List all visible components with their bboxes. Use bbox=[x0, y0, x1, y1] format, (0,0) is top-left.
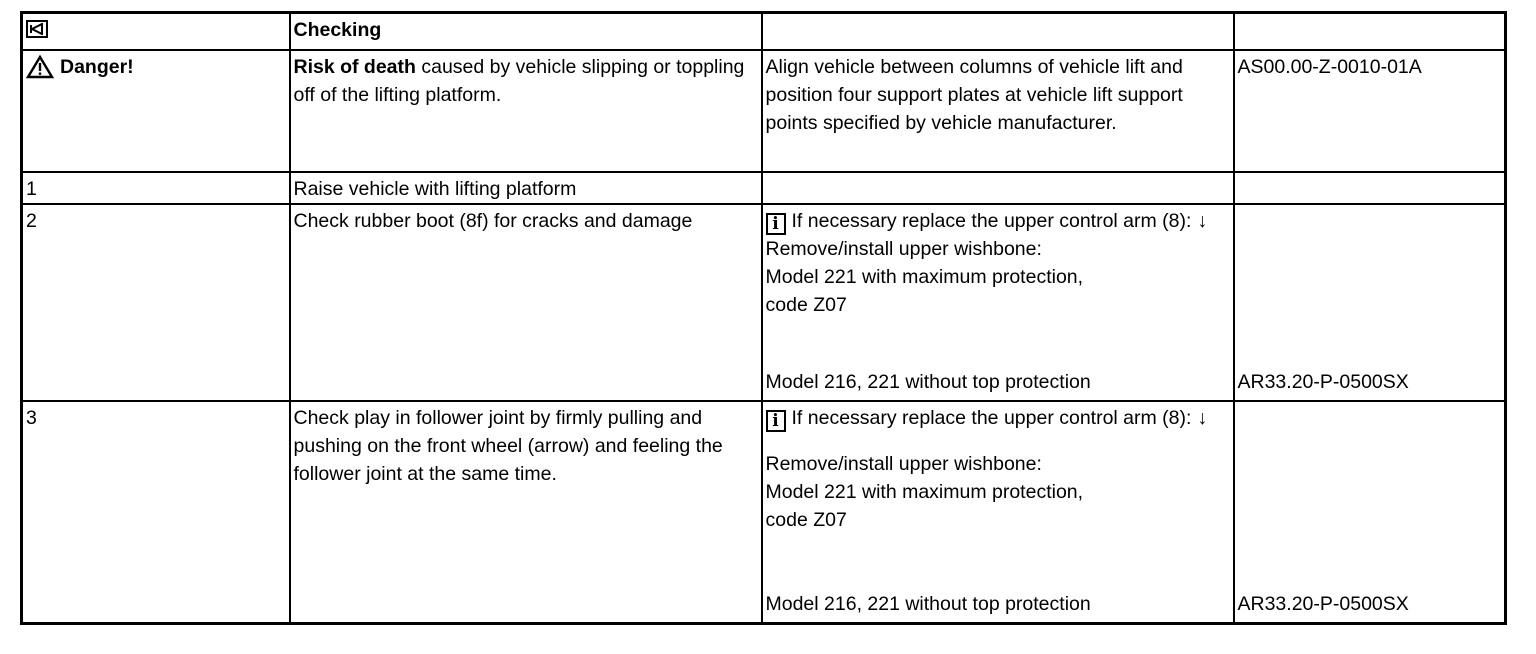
danger-warning bbox=[26, 53, 134, 81]
step-text-cell bbox=[290, 204, 762, 401]
step-number-cell bbox=[22, 204, 290, 401]
procedure-table bbox=[20, 11, 1507, 625]
step-text: Raise vehicle with lifting platform bbox=[293, 178, 577, 200]
danger-ref-cell bbox=[1234, 50, 1506, 172]
step-row bbox=[22, 172, 1506, 204]
step-info-cell bbox=[762, 401, 1234, 624]
danger-label-cell bbox=[22, 50, 290, 172]
model-line: Model 221 with maximum protection, bbox=[765, 481, 1084, 503]
step-ref-cell bbox=[1234, 172, 1506, 204]
header-row bbox=[22, 13, 1506, 51]
back-cell[interactable] bbox=[22, 13, 290, 51]
header-empty-cell bbox=[1234, 13, 1506, 51]
info-text: If necessary replace the upper control arm (8): bbox=[791, 210, 1192, 232]
info-text: If necessary replace the upper control arm (8): bbox=[791, 407, 1192, 429]
model-line: code Z07 bbox=[765, 294, 847, 316]
step-info-cell bbox=[762, 204, 1234, 401]
step-ref-cell bbox=[1234, 401, 1506, 624]
model-line: code Z07 bbox=[765, 509, 847, 531]
remove-title: Remove/install upper wishbone: bbox=[765, 453, 1042, 475]
model-line: Model 216, 221 without top protection bbox=[765, 593, 1091, 615]
danger-text: caused by vehicle slipping or toppling off of the lifting platform. bbox=[293, 56, 745, 106]
danger-heading: Risk of death bbox=[293, 56, 416, 78]
step-ref-cell bbox=[1234, 204, 1506, 401]
step-info-cell bbox=[762, 172, 1234, 204]
down-arrow-icon[interactable]: ↓ bbox=[1197, 407, 1208, 429]
step-number-cell bbox=[22, 401, 290, 624]
step-number-cell bbox=[22, 172, 290, 204]
step-text-cell bbox=[290, 401, 762, 624]
danger-text-cell bbox=[290, 50, 762, 172]
danger-action: Align vehicle between columns of vehicle lift and position four support plates at vehicle lift support points specified by vehicle manufacturer. bbox=[765, 56, 1183, 134]
info-icon: i bbox=[766, 410, 786, 432]
model-line: Model 216, 221 without top protection bbox=[765, 371, 1091, 393]
step-number: 1 bbox=[26, 178, 37, 200]
info-icon: i bbox=[766, 213, 786, 235]
step-text: Check rubber boot (8f) for cracks and damage bbox=[293, 210, 693, 232]
info-note bbox=[766, 207, 1230, 235]
danger-label: Danger! bbox=[60, 56, 134, 78]
danger-row bbox=[22, 50, 1506, 172]
down-arrow-icon[interactable]: ↓ bbox=[1197, 210, 1208, 232]
step-row bbox=[22, 401, 1506, 624]
step-row bbox=[22, 204, 1506, 401]
remove-title: Remove/install upper wishbone: bbox=[765, 238, 1042, 260]
info-note bbox=[766, 404, 1230, 432]
header-empty-cell bbox=[762, 13, 1234, 51]
page-title: Checking bbox=[293, 19, 382, 41]
step-ref[interactable]: AR33.20-P-0500SX bbox=[1237, 593, 1409, 615]
header-title-cell bbox=[290, 13, 762, 51]
step-text-cell bbox=[290, 172, 762, 204]
back-arrow-icon[interactable] bbox=[26, 20, 48, 38]
danger-ref[interactable]: AS00.00-Z-0010-01A bbox=[1237, 56, 1422, 78]
step-ref[interactable]: AR33.20-P-0500SX bbox=[1237, 371, 1409, 393]
warning-triangle-icon bbox=[26, 55, 54, 79]
step-text: Check play in follower joint by firmly pulling and pushing on the front wheel (arrow) and feeling the follower joint at the same time. bbox=[293, 407, 723, 485]
step-number: 3 bbox=[26, 407, 37, 429]
model-line: Model 221 with maximum protection, bbox=[765, 266, 1084, 288]
step-number: 2 bbox=[26, 210, 37, 232]
danger-action-cell bbox=[762, 50, 1234, 172]
